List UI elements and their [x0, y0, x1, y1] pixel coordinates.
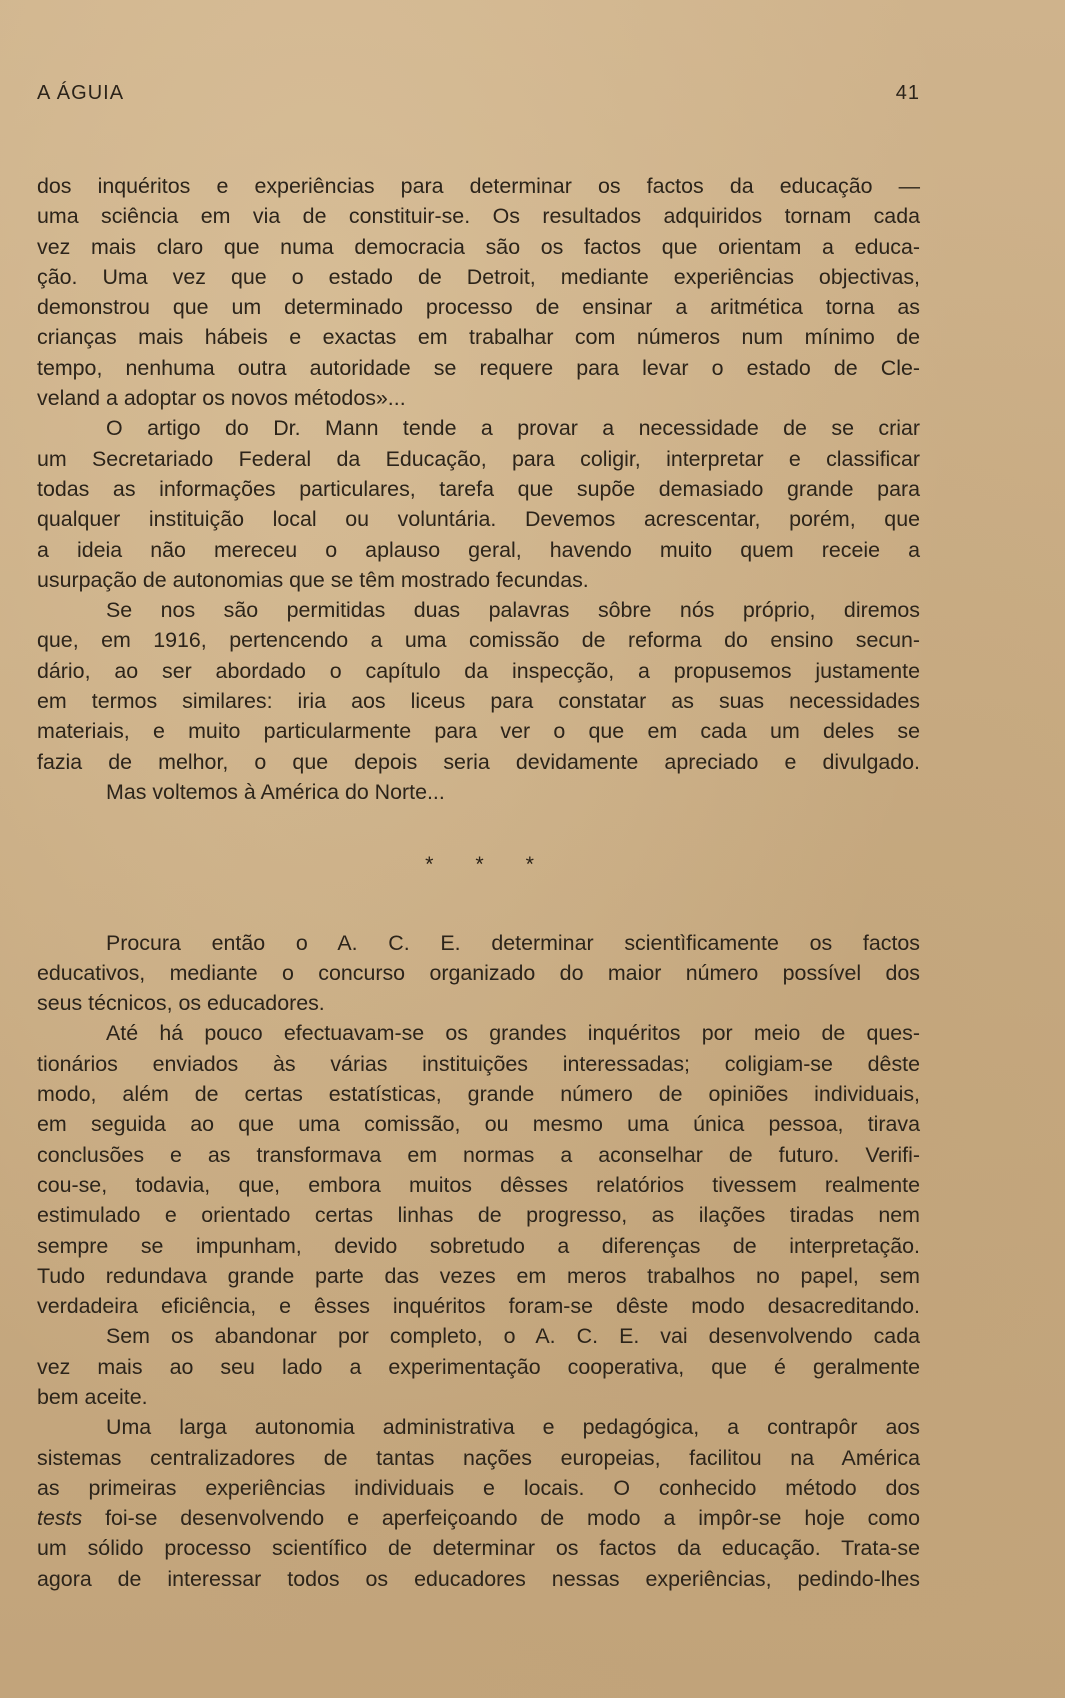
- text-line: veland a adoptar os novos métodos»...: [37, 386, 406, 411]
- text-line: Procura então o A. C. E. determinar scientìficamente os factos: [106, 930, 920, 955]
- section-gap: [37, 880, 920, 928]
- text-line: a ideia não mereceu o aplauso geral, havendo muito quem receie a: [37, 537, 920, 562]
- text-line: O artigo do Dr. Mann tende a provar a necessidade de se criar: [106, 416, 920, 441]
- journal-title: A ÁGUIA: [37, 82, 125, 104]
- text-line: que, em 1916, pertencendo a uma comissão de reforma do ensino secun-: [37, 628, 920, 653]
- text-line: dos inquéritos e experiências para determinar os factos da educação —: [37, 174, 920, 198]
- page-number: 41: [895, 82, 920, 104]
- text-line: qualquer instituição local ou voluntária. Devemos acrescentar, porém, que: [37, 507, 920, 532]
- text-line: tests foi-se desenvolvendo e aperfeiçoando de modo a impôr-se hoje como: [37, 1506, 920, 1531]
- text-line: vez mais claro que numa democracia são os factos que orientam a educa-: [37, 234, 920, 259]
- text-line: todas as informações particulares, tarefa que supõe demasiado grande para: [37, 476, 920, 501]
- text-line: um Secretariado Federal da Educação, para coligir, interpretar e classificar: [37, 446, 920, 471]
- text-line: vez mais ao seu lado a experimentação cooperativa, que é geralmente: [37, 1354, 920, 1379]
- section-gap: [37, 807, 920, 849]
- text-line: Se nos são permitidas duas palavras sôbre nós próprio, diremos: [106, 598, 920, 623]
- text-line: crianças mais hábeis e exactas em trabalhar com números num mínimo de: [37, 325, 920, 350]
- text-line: seus técnicos, os educadores.: [37, 991, 325, 1016]
- body-text: [37, 171, 920, 1594]
- text-line: Mas voltemos à América do Norte...: [106, 779, 445, 804]
- text-line: em seguida ao que uma comissão, ou mesmo uma única pessoa, tirava: [37, 1112, 920, 1137]
- text-line: Até há pouco efectuavam-se os grandes inquéritos por meio de ques-: [106, 1021, 920, 1046]
- text-line: sempre se impunham, devido sobretudo a diferenças de interpretação.: [37, 1233, 920, 1258]
- text-line: estimulado e orientado certas linhas de progresso, as ilações tiradas nem: [37, 1203, 920, 1228]
- text-line: agora de interessar todos os educadores nessas experiências, pedindo-lhes: [37, 1566, 920, 1591]
- text-line: bem aceite.: [37, 1384, 148, 1409]
- text-line: cou-se, todavia, que, embora muitos dêsses relatórios tivessem realmente: [37, 1172, 920, 1197]
- text-line: em termos similares: iria aos liceus para constatar as suas necessidades: [37, 689, 920, 714]
- text-line: as primeiras experiências individuais e locais. O conhecido método dos: [37, 1475, 920, 1500]
- text-line: um sólido processo scientífico de determinar os factos da educação. Trata-se: [37, 1536, 920, 1561]
- text-line: tempo, nenhuma outra autoridade se requere para levar o estado de Cle-: [37, 355, 920, 380]
- text-line: educativos, mediante o concurso organizado do maior número possível dos: [37, 960, 920, 985]
- text-line: fazia de melhor, o que depois seria devidamente apreciado e divulgado.: [37, 749, 920, 774]
- text-line: Uma larga autonomia administrativa e pedagógica, a contrapôr aos: [106, 1415, 920, 1440]
- running-header: [37, 82, 920, 112]
- text-line: tionários enviados às várias instituições interessadas; coligiam-se dêste: [37, 1051, 920, 1076]
- text-line: materiais, e muito particularmente para ver o que em cada um deles se: [37, 719, 920, 744]
- text-line: uma sciência em via de constituir-se. Os resultados adquiridos tornam cada: [37, 204, 920, 229]
- text-line: sistemas centralizadores de tantas nações europeias, facilitou na América: [37, 1445, 920, 1470]
- text-line: usurpação de autonomias que se têm mostrado fecundas.: [37, 567, 589, 592]
- section-separator: * * *: [425, 852, 552, 877]
- text-line: dário, ao ser abordado o capítulo da inspecção, a propusemos justamente: [37, 658, 920, 683]
- text-line: verdadeira eficiência, e êsses inquéritos foram-se dêste modo desacreditando.: [37, 1294, 920, 1319]
- text-line: conclusões e as transformava em normas a aconselhar de futuro. Verifi-: [37, 1142, 920, 1167]
- text-line: demonstrou que um determinado processo de ensinar a aritmética torna as: [37, 295, 920, 320]
- text-line: ção. Uma vez que o estado de Detroit, mediante experiências objectivas,: [37, 264, 920, 289]
- text-line: modo, além de certas estatísticas, grande número de opiniões individuais,: [37, 1082, 920, 1107]
- text-line: Tudo redundava grande parte das vezes em meros trabalhos no papel, sem: [37, 1263, 920, 1288]
- text-line: Sem os abandonar por completo, o A. C. E. vai desenvolvendo cada: [106, 1324, 920, 1349]
